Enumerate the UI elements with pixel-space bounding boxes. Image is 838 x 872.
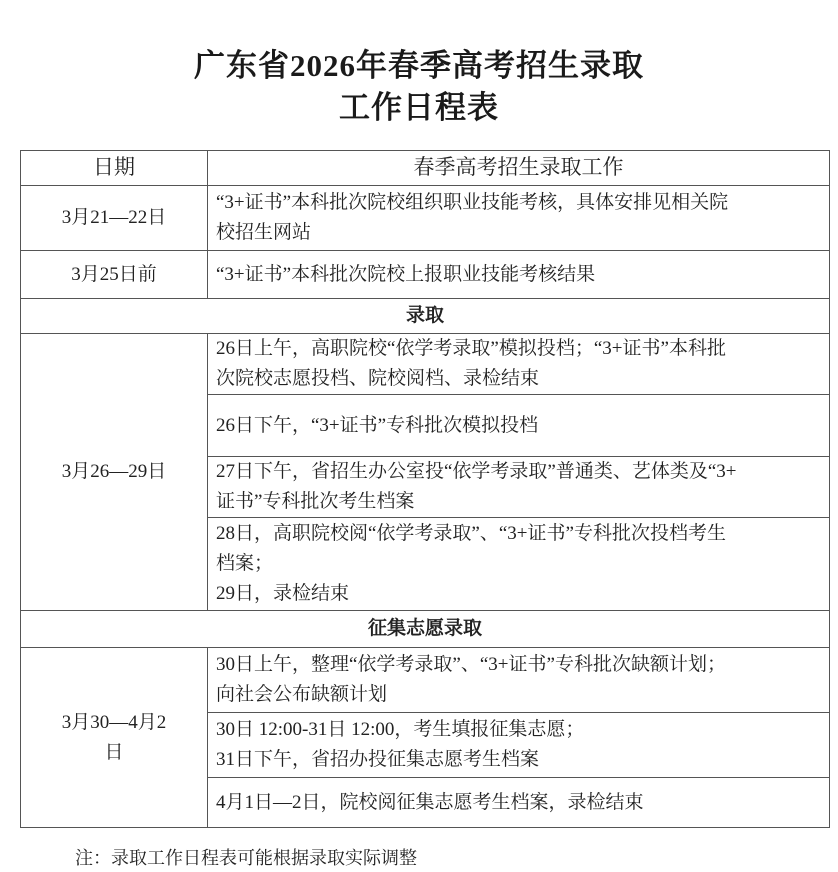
work-line: 26日上午，高职院校“依学考录取”模拟投档；“3+证书”本科批 — [216, 338, 726, 359]
row-date: 3月26—29日 — [21, 334, 208, 611]
header-work: 春季高考招生录取工作 — [208, 151, 830, 186]
row-work — [208, 251, 830, 299]
document-title-line2: 工作日程表 — [339, 90, 499, 125]
work-line: 31日下午，省招办投征集志愿考生档案 — [216, 749, 540, 770]
work-line: 4月1日—2日，院校阅征集志愿考生档案，录检结束 — [216, 791, 644, 813]
section-title-admission: 录取 — [21, 299, 830, 334]
row-work — [208, 713, 830, 778]
work-line: “3+证书”本科批次院校上报职业技能考核结果 — [216, 263, 596, 285]
work-line: 向社会公布缺额计划 — [216, 684, 388, 705]
row-work — [208, 334, 830, 395]
work-line: “3+证书”本科批次院校组织职业技能考核，具体安排见相关院 — [216, 192, 729, 213]
work-line: 28日，高职院校阅“依学考录取”、“3+证书”专科批次投档考生 — [216, 523, 726, 544]
row-work — [208, 457, 830, 518]
work-line: 档案； — [216, 553, 274, 574]
section-row — [21, 299, 830, 334]
section-row — [21, 611, 830, 648]
header-date: 日期 — [21, 151, 208, 186]
row-date: 3月21—22日 — [21, 186, 208, 251]
work-line: 30日上午，整理“依学考录取”、“3+证书”专科批次缺额计划； — [216, 654, 726, 675]
date-line: 日 — [104, 741, 124, 763]
work-line: 证书”专科批次考生档案 — [216, 491, 415, 512]
work-line: 校招生网站 — [216, 222, 312, 243]
work-line: 29日，录检结束 — [216, 583, 350, 604]
table-row — [21, 334, 830, 395]
section-title-supplementary: 征集志愿录取 — [21, 611, 830, 648]
row-work — [208, 518, 830, 611]
table-row — [21, 251, 830, 299]
schedule-table — [20, 150, 830, 828]
row-work — [208, 778, 830, 828]
work-line: 次院校志愿投档、院校阅档、录检结束 — [216, 368, 540, 389]
row-work — [208, 395, 830, 457]
row-work — [208, 186, 830, 251]
table-row — [21, 186, 830, 251]
footnote: 注：录取工作日程表可能根据录取实际调整 — [75, 848, 417, 868]
table-header-row — [21, 151, 830, 186]
document-title-line1: 广东省2026年春季高考招生录取 — [194, 48, 644, 83]
work-line: 26日下午，“3+证书”专科批次模拟投档 — [216, 414, 539, 436]
date-line: 3月30—4月2 — [61, 711, 167, 733]
table-row — [21, 648, 830, 713]
row-date: 3月25日前 — [21, 251, 208, 299]
row-date — [21, 648, 208, 828]
work-line: 27日下午，省招生办公室投“依学考录取”普通类、艺体类及“3+ — [216, 461, 737, 482]
row-work — [208, 648, 830, 713]
work-line: 30日 12:00-31日 12:00，考生填报征集志愿； — [216, 719, 585, 740]
